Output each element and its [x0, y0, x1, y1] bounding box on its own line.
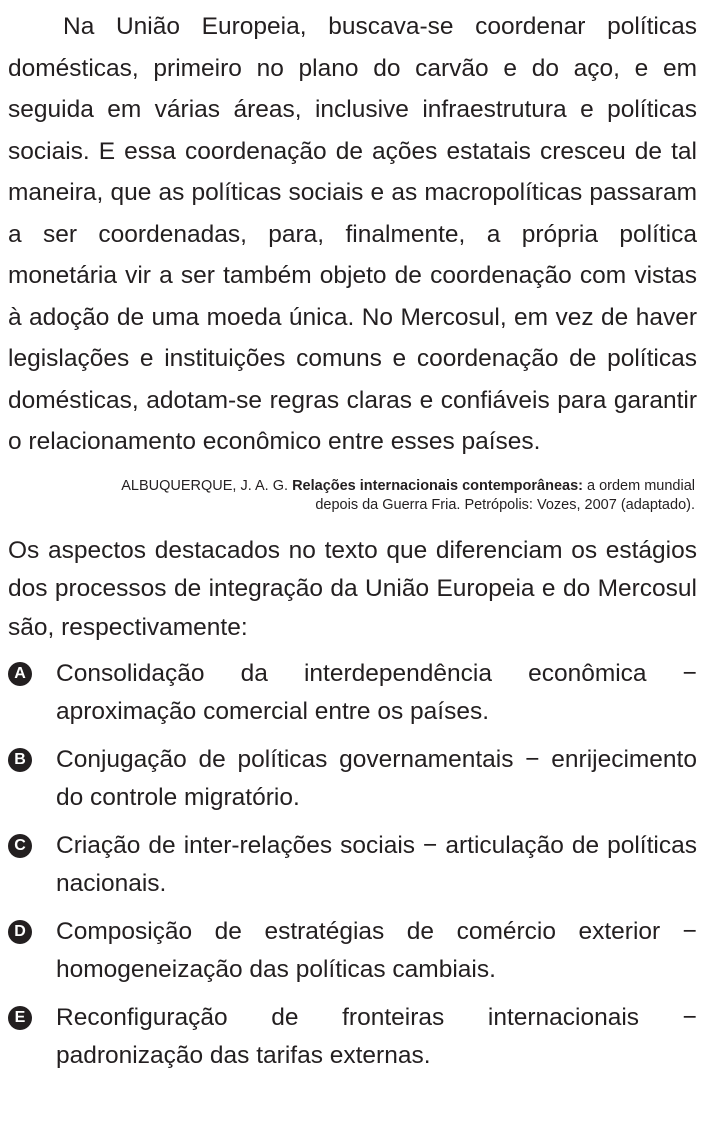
option-c-text: Criação de inter-relações sociais − articulação de políticas nacionais.: [56, 832, 697, 897]
citation-title: Relações internacionais contemporâneas:: [292, 477, 583, 494]
citation-rest: depois da Guerra Fria. Petrópolis: Vozes, 2007 (adaptado).: [315, 496, 695, 513]
answer-options: [8, 655, 697, 1075]
option-b[interactable]: [8, 741, 697, 817]
question-stem: Os aspectos destacados no texto que diferenciam os estágios dos processos de integração da União Europeia e do Mercosul são, respectivamente:: [8, 536, 697, 641]
option-d[interactable]: [8, 913, 697, 989]
citation-author: ALBUQUERQUE, J. A. G.: [121, 477, 289, 494]
passage-text: Na União Europeia, buscava-se coordenar políticas domésticas, primeiro no plano do carvão e do aço, e em seguida em várias áreas, inclusive infraestrutura e políticas sociais. E essa coordenação de ações estatais cresceu de tal maneira, que as políticas sociais e as macropolíticas passaram a ser coordenadas, para, finalmente, a própria política monetária vir a ser também objeto de coordenação com vistas à adoção de uma moeda única. No Mercosul, em vez de haver legislações e instituições comuns e coordenação de políticas domésticas, adotam-se regras claras e confiáveis para garantir o relacionamento econômico entre esses países.: [8, 13, 697, 455]
option-e-text: Reconfiguração de fronteiras internacionais − padronização das tarifas externas.: [56, 1004, 697, 1069]
option-d-letter-badge: D: [8, 920, 32, 944]
option-c[interactable]: [8, 827, 697, 903]
option-e-letter-badge: E: [8, 1006, 32, 1030]
citation: [8, 477, 695, 515]
option-b-letter-badge: B: [8, 748, 32, 772]
option-a-letter-badge: A: [8, 662, 32, 686]
option-a-text: Consolidação da interdependência econômica − aproximação comercial entre os países.: [56, 660, 697, 725]
option-b-text: Conjugação de políticas governamentais − enrijecimento do controle migratório.: [56, 746, 697, 811]
option-e[interactable]: [8, 999, 697, 1075]
option-a[interactable]: [8, 655, 697, 731]
option-c-letter-badge: C: [8, 834, 32, 858]
citation-subtitle: a ordem mundial: [587, 477, 695, 494]
option-d-text: Composição de estratégias de comércio exterior − homogeneização das políticas cambiais.: [56, 918, 697, 983]
